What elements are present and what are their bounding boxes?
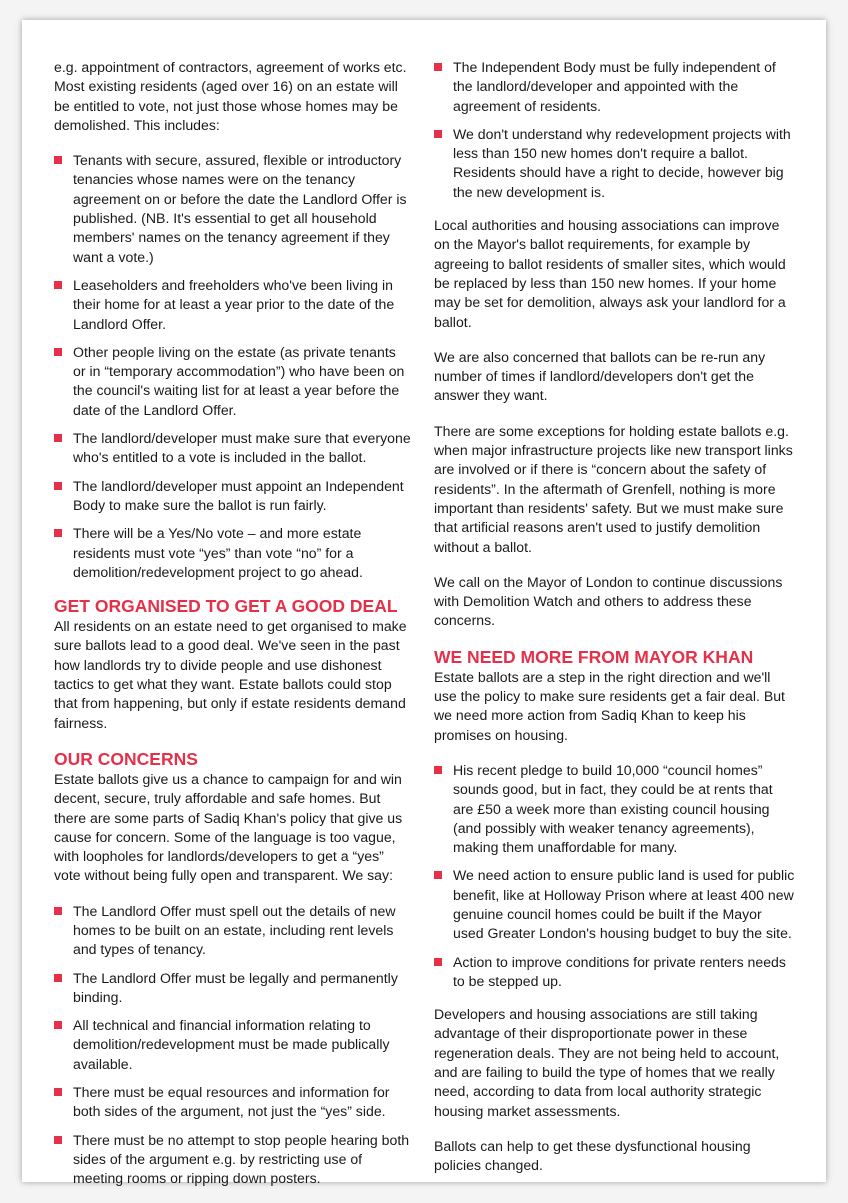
bullet-square-icon xyxy=(54,1088,62,1096)
list-item-text: There will be a Yes/No vote – and more estate residents must vote “yes” than vote “no” for a demolition/redevelopment project to go ahead. xyxy=(73,525,363,580)
bullet-square-icon xyxy=(54,281,62,289)
list-item-text: The Independent Body must be fully independent of the landlord/developer and appointed with the agreement of residents. xyxy=(453,59,776,114)
exceptions-paragraph: There are some exceptions for holding estate ballots e.g. when major infrastructure projects like new transport links are involved or if there is “concern about the safety of residents”. In the aftermath of Grenfell, nothing is more important than residents' safety. But we must make sure that artificial reasons aren't used to justify demolition without a ballot. xyxy=(434,422,793,555)
concerns-heading: OUR CONCERNS xyxy=(54,748,198,769)
bullet-square-icon xyxy=(54,434,62,442)
intro-paragraph: e.g. appointment of contractors, agreement of works etc. Most existing residents (aged over 16) on an estate will be entitled to vote, not just those whose homes may be demolished. This includes: xyxy=(54,59,407,133)
list-item xyxy=(54,969,412,1008)
list-item-text: We don't understand why redevelopment projects with less than 150 new homes don't require a ballot. Residents should have a right to decide, however big the new development is. xyxy=(453,125,791,200)
list-item xyxy=(54,524,412,582)
khan-heading: WE NEED MORE FROM MAYOR KHAN xyxy=(434,646,754,667)
bullet-square-icon xyxy=(54,529,62,537)
bullet-square-icon xyxy=(54,907,62,915)
list-item xyxy=(434,761,796,857)
bullet-square-icon xyxy=(54,1136,62,1144)
list-item xyxy=(54,477,412,516)
list-item-text: The landlord/developer must appoint an Independent Body to make sure the ballot is run fairly. xyxy=(73,477,404,513)
call-on-mayor-paragraph: We call on the Mayor of London to continue discussions with Demolition Watch and others to address these concerns. xyxy=(434,573,783,629)
list-item xyxy=(54,151,412,267)
bullet-square-icon xyxy=(434,766,442,774)
list-item xyxy=(54,902,412,960)
concerns-list-continued xyxy=(434,58,796,202)
list-item-text: Other people living on the estate (as private tenants or in “temporary accommodation”) who have been on the council's waiting list for at least a year before the date of the Landlord Offer. xyxy=(73,343,405,418)
bullet-square-icon xyxy=(434,958,442,966)
khan-paragraph: Estate ballots are a step in the right direction and we'll use the policy to make sure residents get a fair deal. But we need more action from Sadiq Khan to keep his promises on housing. xyxy=(434,668,785,743)
khan-list xyxy=(434,761,796,991)
bullet-square-icon xyxy=(54,156,62,164)
list-item-text: All technical and financial information relating to demolition/redevelopment must be made publically available. xyxy=(73,1017,390,1072)
organise-paragraph: All residents on an estate need to get organised to make sure ballots lead to a good deal. We've seen in the past how landlords try to divide people and use dishonest tactics to get what they want. Estate ballots could stop that from happening, but only if estate residents demand fairness. xyxy=(54,618,407,731)
list-item xyxy=(54,276,412,334)
rerun-paragraph: We are also concerned that ballots can be re-run any number of times if landlord/developers don't get the answer they want. xyxy=(434,348,766,404)
list-item-text: Tenants with secure, assured, flexible or introductory tenancies whose names were on the tenancy agreement on or before the date the Landlord Offer is published. (NB. It's essential to get all household members' names on the tenancy agreement if they want a vote.) xyxy=(73,152,407,265)
list-item-text: The Landlord Offer must spell out the details of new homes to be built on an estate, including rent levels and types of tenancy. xyxy=(73,902,396,958)
list-item-text: Leaseholders and freeholders who've been living in their home for at least a year prior to the date of the Landlord Offer. xyxy=(73,276,395,332)
bullet-square-icon xyxy=(434,130,442,138)
bullet-square-icon xyxy=(434,63,442,71)
bullet-square-icon xyxy=(54,1021,62,1029)
developers-paragraph: Developers and housing associations are still taking advantage of their disproportionate power in these regeneration deals. They are not being held to account, and are failing to build the type of homes that we really need, according to data from local authority strategic housing market assessments. xyxy=(434,1006,780,1119)
right-column xyxy=(434,58,796,1176)
list-item-text: His recent pledge to build 10,000 “council homes” sounds good, but in fact, they could be at rents that are £50 a week more than existing council housing (and possibly with weaker tenancy agreements), making them unaffordable for many. xyxy=(453,761,773,856)
list-item xyxy=(54,343,412,420)
list-item xyxy=(434,866,796,943)
list-item-text: There must be equal resources and information for both sides of the argument, not just the “yes” side. xyxy=(73,1084,390,1120)
concerns-list xyxy=(54,902,412,1189)
list-item xyxy=(434,125,796,202)
bullet-square-icon xyxy=(54,348,62,356)
concerns-paragraph: Estate ballots give us a chance to campaign for and win decent, secure, truly affordable and safe homes. But there are some parts of Sadiq Khan's policy that give us cause for concern. Some of the language is too vague, with loopholes for landlords/developers to get a “yes” vote without being fully open and transparent. We say: xyxy=(54,770,403,884)
bullet-square-icon xyxy=(54,482,62,490)
list-item xyxy=(54,429,412,468)
bullet-square-icon xyxy=(54,974,62,982)
list-item-text: The Landlord Offer must be legally and permanently binding. xyxy=(73,969,398,1005)
list-item-text: There must be no attempt to stop people hearing both sides of the argument e.g. by restricting use of meeting rooms or ripping down posters. xyxy=(73,1131,410,1187)
organise-heading: GET ORGANISED TO GET A GOOD DEAL xyxy=(54,596,398,617)
list-item-text: We need action to ensure public land is used for public benefit, like at Holloway Prison where at least 400 new genuine council homes could be built if the Mayor used Greater London's housing budget to buy the site. xyxy=(453,867,795,942)
left-column xyxy=(54,58,412,1203)
list-item xyxy=(434,58,796,116)
list-item-text: The landlord/developer must make sure that everyone who's entitled to a vote is included in the ballot. xyxy=(73,430,411,466)
document-page xyxy=(22,20,826,1187)
bullet-square-icon xyxy=(434,871,442,879)
list-item xyxy=(434,953,796,992)
ballot-requirements-paragraph: Local authorities and housing associations can improve on the Mayor's ballot requirements, for example by agreeing to ballot residents of smaller sites, which would be replaced by less than 150 new homes. If your home may be set for demolition, always ask your landlord for a ballot. xyxy=(434,217,786,330)
list-item-text: Action to improve conditions for private renters needs to be stepped up. xyxy=(453,953,786,989)
list-item xyxy=(54,1083,412,1122)
closing-paragraph: Ballots can help to get these dysfunctional housing policies changed. xyxy=(434,1137,751,1174)
list-item xyxy=(54,1016,412,1074)
list-item xyxy=(54,1131,412,1189)
eligibility-list xyxy=(54,151,412,582)
